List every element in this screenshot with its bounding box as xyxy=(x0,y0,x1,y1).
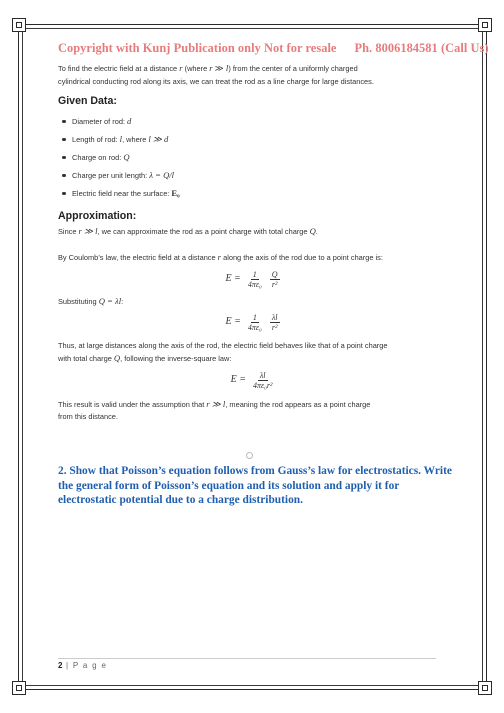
thus-paragraph xyxy=(58,340,448,366)
footer-separator: | xyxy=(62,661,73,670)
eq1-f2-num: Q xyxy=(271,270,278,279)
subst-text: Substituting xyxy=(58,297,99,306)
eq3-den: 4πε₀r² xyxy=(252,380,273,390)
intro-text-2: (where xyxy=(182,64,210,73)
thus-q: Q xyxy=(113,353,121,363)
intro-cond-op: ≫ xyxy=(212,63,226,73)
substituting-paragraph xyxy=(58,295,448,309)
item-text: Diameter of rod: xyxy=(72,116,128,126)
intro-text-1: To find the electric field at a distance xyxy=(58,64,180,73)
eq2-f1-num: 1 xyxy=(252,312,257,322)
eq3-lhs: E = xyxy=(230,373,246,385)
page-speck xyxy=(246,452,253,459)
list-item xyxy=(58,184,448,202)
equation-substituted xyxy=(58,313,448,332)
coulomb-var-r: r xyxy=(217,251,222,262)
valid-text-1: This result is valid under the assumption that xyxy=(58,399,207,409)
given-data-list xyxy=(58,112,448,202)
page-footer xyxy=(58,661,107,670)
corner-ornament-bottom-right xyxy=(478,681,492,695)
eq3-fraction xyxy=(251,371,274,390)
item-math: E₀ xyxy=(171,187,180,198)
intro-paragraph xyxy=(58,62,448,88)
copyright-text: Copyright with Kunj Publication only Not for resale xyxy=(58,41,337,55)
eq1-f1-den: 4πε₀ xyxy=(247,280,262,289)
since-end: . xyxy=(315,227,318,236)
since-paragraph xyxy=(58,225,448,239)
coulomb-text-2: along the axis of the rod due to a point charge is: xyxy=(221,252,383,262)
item-math: l xyxy=(119,133,123,144)
list-item xyxy=(58,112,448,130)
corner-ornament-top-right xyxy=(478,18,492,32)
thus-text-1: with total charge xyxy=(58,354,114,363)
valid-math: r ≫ l xyxy=(206,398,226,409)
item-math: Q xyxy=(123,151,130,162)
intro-cond-l: l xyxy=(225,63,229,73)
valid-text-2: , meaning the rod appears as a point charge xyxy=(225,399,371,409)
valid-line-2: from this distance. xyxy=(58,412,118,421)
list-item xyxy=(58,130,448,148)
eq2-fraction-2 xyxy=(270,313,280,332)
item-text: Charge on rod: xyxy=(72,152,124,162)
item-math: λ = Q/l xyxy=(149,169,175,180)
eq1-f1-num: 1 xyxy=(252,270,257,279)
since-q: Q xyxy=(309,226,316,236)
phone-number: Ph. 8006184581 (Call Us) xyxy=(354,41,489,55)
page-number: 2 xyxy=(58,661,63,670)
item-math: d xyxy=(127,115,132,126)
eq2-f1-den: 4πε₀ xyxy=(247,322,262,332)
intro-text-3: ) from the center of a uniformly charged xyxy=(228,64,358,73)
thus-line-1: Thus, at large distances along the axis of the rod, the electric field behaves like that of a point charge xyxy=(58,340,388,350)
item-text: Length of rod: xyxy=(72,134,120,144)
item-text-2: , where xyxy=(122,134,149,144)
intro-line-2: cylindrical conducting rod along its axis, we can treat the rod as a line charge for large distances. xyxy=(58,76,374,86)
copyright-header xyxy=(58,41,489,56)
eq2-fraction-1 xyxy=(246,313,264,332)
intro-cond-r: r xyxy=(209,63,213,73)
since-text-1: Since xyxy=(58,227,79,236)
coulomb-text-1: By Coulomb’s law, the electric field at a distance xyxy=(58,252,218,262)
equation-coulomb xyxy=(58,270,448,289)
corner-ornament-bottom-left xyxy=(12,681,26,695)
subst-end: : xyxy=(121,297,124,306)
intro-var-r: r xyxy=(179,63,183,73)
since-text-2: , we can approximate the rod as a point charge with total charge xyxy=(97,227,310,236)
main-content xyxy=(58,62,448,424)
eq1-f2-den: r² xyxy=(271,280,278,289)
equation-inverse-square xyxy=(58,371,448,390)
eq1-fraction-2 xyxy=(270,270,280,289)
since-math: r ≫ l xyxy=(78,226,98,236)
subst-math: Q = λl xyxy=(98,296,122,306)
page-label: P a g e xyxy=(72,661,108,670)
thus-text-2: , following the inverse-square law: xyxy=(120,354,232,363)
item-math-2: l ≫ d xyxy=(148,133,169,144)
eq2-lhs: E = xyxy=(225,315,241,327)
eq2-f2-den: r² xyxy=(271,322,278,332)
eq1-fraction-1 xyxy=(246,270,264,289)
validity-paragraph xyxy=(58,398,448,424)
given-data-heading: Given Data: xyxy=(58,95,117,107)
eq2-f2-num: λl xyxy=(271,312,278,322)
approximation-heading: Approximation: xyxy=(58,209,137,222)
list-item xyxy=(58,166,448,184)
question-2: 2. Show that Poisson’s equation follows from Gauss’s law for electrostatics. Write the general form of Poisson’s equation and its solution and apply it for electrostatic potential due to a charge distribution. xyxy=(58,465,452,506)
eq1-lhs: E = xyxy=(225,273,241,285)
footer-divider xyxy=(58,658,436,659)
coulomb-paragraph xyxy=(58,251,448,265)
list-item xyxy=(58,148,448,166)
item-text: Electric field near the surface: xyxy=(72,188,172,198)
corner-ornament-top-left xyxy=(12,18,26,32)
eq3-num: λl xyxy=(259,370,266,380)
item-text: Charge per unit length: xyxy=(72,170,150,180)
